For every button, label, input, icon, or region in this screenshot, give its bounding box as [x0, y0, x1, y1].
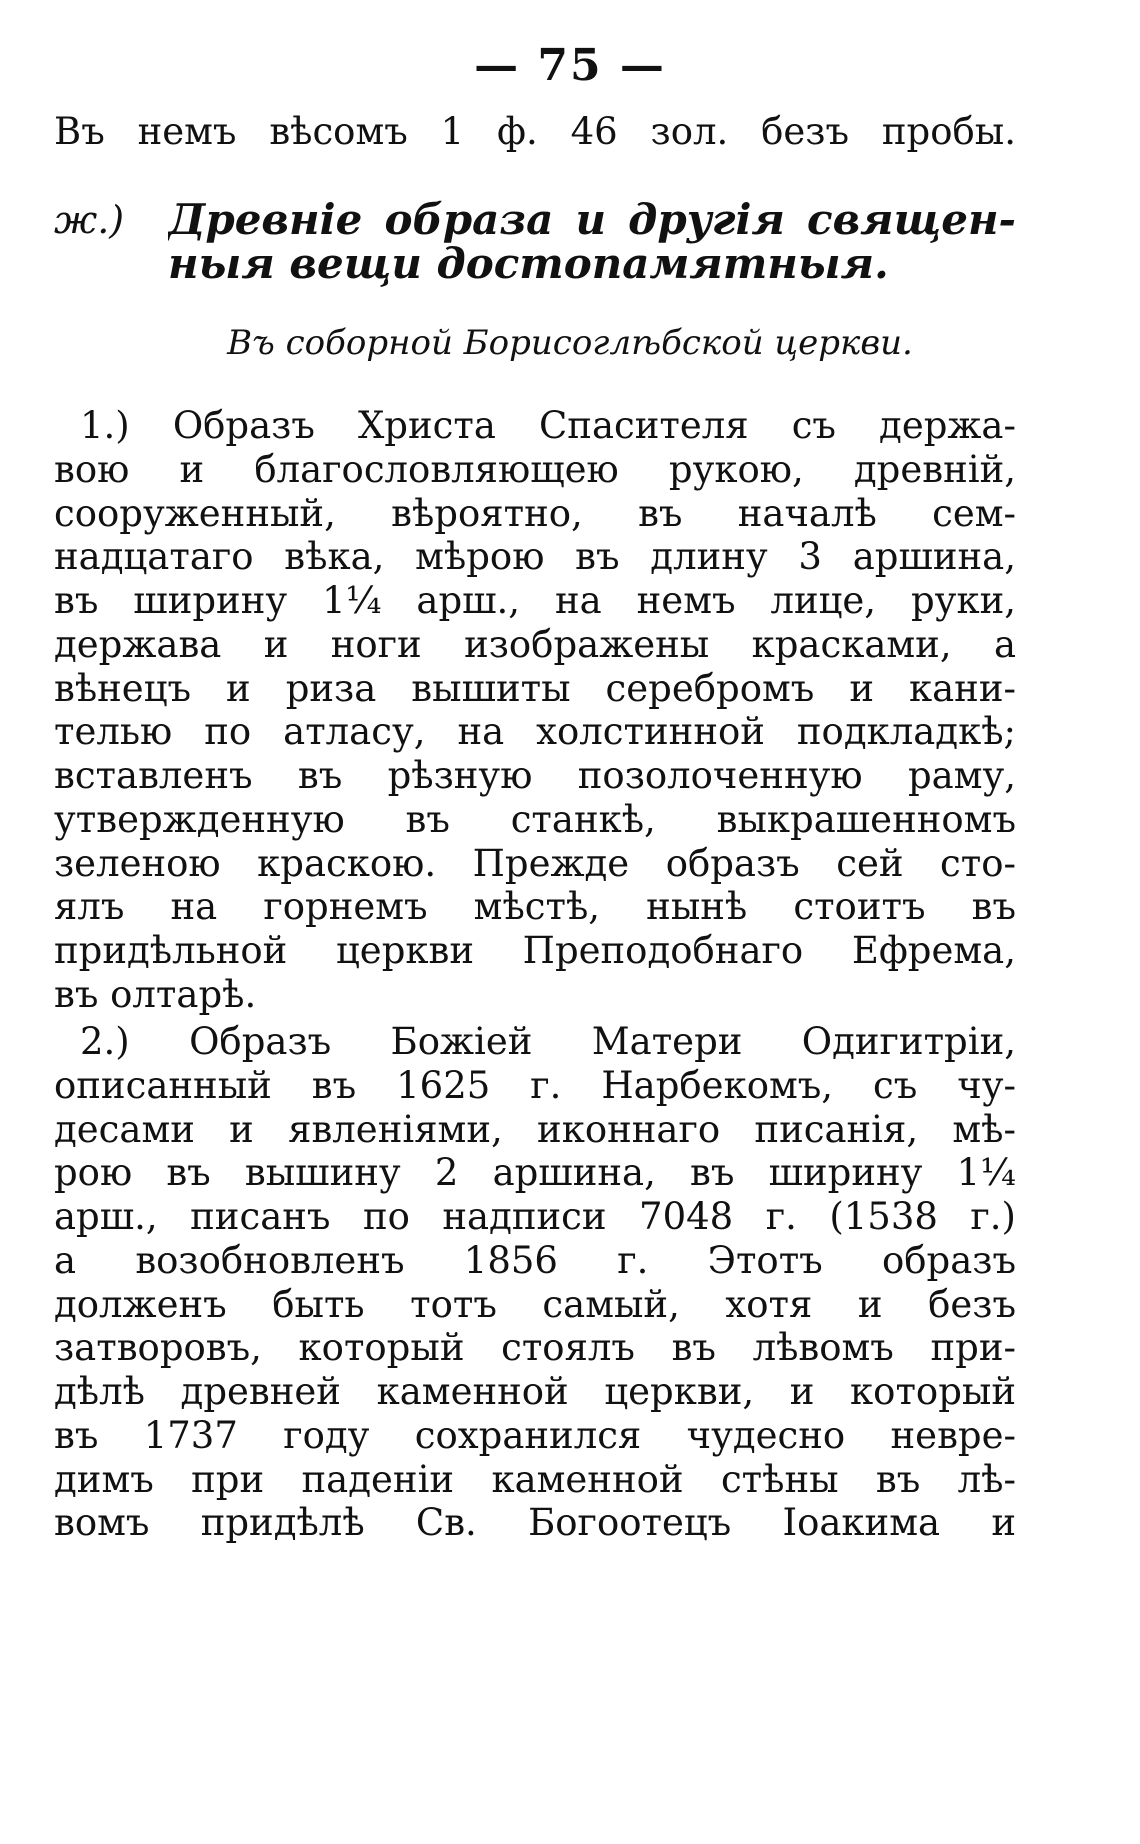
- paragraph1-line: надцатаго вѣка, мѣрою въ длину 3 аршина,: [54, 535, 1016, 578]
- paragraph2-line: затворовъ, который стоялъ въ лѣвомъ при-: [54, 1326, 1016, 1369]
- paragraph1-line: въ ширину 1¼ арш., на немъ лице, руки,: [54, 579, 1016, 622]
- paragraph1-line: 1.) Образъ Христа Спасителя съ держа-: [80, 404, 1016, 447]
- page-number: — 75 —: [474, 40, 666, 91]
- paragraph1-line: вою и благословляющею рукою, древній,: [54, 448, 1016, 491]
- paragraph1-line: зеленою краскою. Прежде образъ сей сто-: [54, 842, 1016, 885]
- paragraph1-line: телью по атласу, на холстинной подкладкѣ;: [54, 710, 1016, 753]
- paragraph1-line: въ олтарѣ.: [54, 973, 257, 1016]
- section-label: ж.): [54, 198, 125, 242]
- paragraph1-line: утвержденную въ станкѣ, выкрашенномъ: [54, 798, 1016, 841]
- paragraph2-line: описанный въ 1625 г. Нарбекомъ, съ чу-: [54, 1064, 1016, 1107]
- section-title-line-2: ныя вещи достопамятныя.: [168, 239, 889, 288]
- paragraph2-line: арш., писанъ по надписи 7048 г. (1538 г.): [54, 1195, 1016, 1238]
- paragraph2-line: долженъ быть тотъ самый, хотя и безъ: [54, 1283, 1016, 1326]
- paragraph1-line: ялъ на горнемъ мѣстѣ, нынѣ стоитъ въ: [54, 885, 1016, 928]
- paragraph2-line: дѣлѣ древней каменной церкви, и который: [54, 1370, 1016, 1413]
- paragraph1-line: вставленъ въ рѣзную позолоченную раму,: [54, 754, 1016, 797]
- paragraph2-line: 2.) Образъ Божіей Матери Одигитріи,: [80, 1020, 1016, 1063]
- paragraph2-line: димъ при паденіи каменной стѣны въ лѣ-: [54, 1458, 1016, 1501]
- paragraph1-line: сооруженный, вѣроятно, въ началѣ сем-: [54, 492, 1016, 535]
- paragraph1-line: держава и ноги изображены красками, а: [54, 623, 1016, 666]
- paragraph1-line: придѣльной церкви Преподобнаго Ефрема,: [54, 929, 1016, 972]
- paragraph2-line: рою въ вышину 2 аршина, въ ширину 1¼: [54, 1151, 1016, 1194]
- subheading: Въ соборной Борисоглѣбской церкви.: [227, 323, 913, 363]
- paragraph2-line: вомъ придѣлѣ Св. Богоотецъ Іоакима и: [54, 1501, 1016, 1544]
- section-title-line-1: Древніе образа и другія священ-: [168, 195, 1016, 244]
- paragraph2-line: а возобновленъ 1856 г. Этотъ образъ: [54, 1239, 1016, 1282]
- paragraph2-line: десами и явленіями, иконнаго писанія, мѣ-: [54, 1108, 1016, 1151]
- intro-line: Въ немъ вѣсомъ 1 ф. 46 зол. безъ пробы.: [54, 110, 1016, 153]
- paragraph2-line: въ 1737 году сохранился чудесно невре-: [54, 1414, 1016, 1457]
- paragraph1-line: вѣнецъ и риза вышиты серебромъ и кани-: [54, 667, 1016, 710]
